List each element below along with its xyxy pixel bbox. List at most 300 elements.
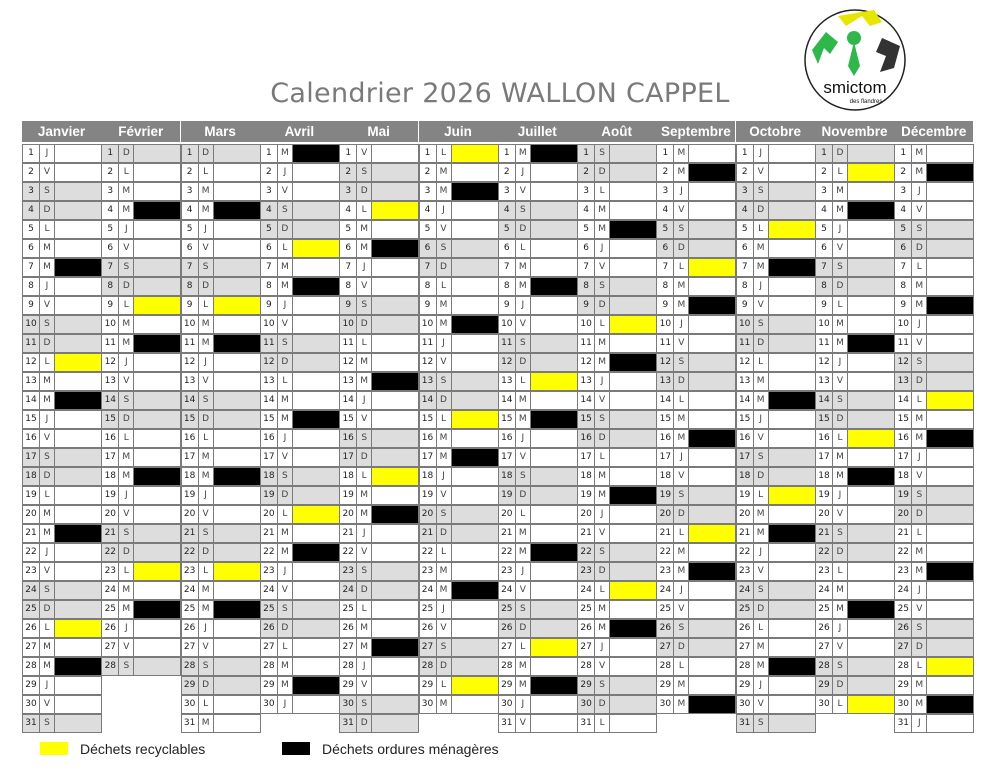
day-number: [181, 182, 199, 201]
day-row: [22, 258, 102, 277]
day-letter-text: M: [915, 433, 924, 443]
day-letter: [515, 429, 531, 448]
day-letter-text: M: [756, 509, 765, 519]
day-letter: [39, 372, 55, 391]
event-cell: [530, 334, 578, 353]
day-letter: [594, 296, 610, 315]
day-number-text: 28: [25, 661, 37, 671]
day-letter-text: J: [917, 585, 921, 595]
day-letter: [198, 505, 214, 524]
day-row: [815, 448, 895, 467]
event-cell: [609, 182, 657, 201]
event-cell: [688, 676, 736, 695]
day-row: [815, 182, 895, 201]
day-number-text: 30: [659, 699, 672, 709]
day-number-text: 17: [25, 452, 37, 462]
day-letter-text: M: [915, 148, 924, 158]
day-letter: [436, 505, 452, 524]
ordures-marker: [847, 600, 895, 619]
day-row: [181, 486, 261, 505]
day-letter-text: L: [916, 528, 922, 538]
day-letter-text: L: [440, 547, 446, 557]
day-letter-text: D: [43, 205, 51, 215]
day-row: [22, 429, 102, 448]
day-number-text: 30: [421, 699, 434, 709]
day-number: [577, 201, 595, 220]
day-number-text: 12: [183, 357, 196, 367]
day-letter: [911, 467, 927, 486]
event-cell: [530, 562, 578, 581]
day-row: [498, 220, 578, 239]
day-letter-text: D: [440, 262, 447, 272]
recyclables-marker: [530, 638, 578, 657]
day-number-text: 20: [738, 509, 751, 519]
day-letter: [673, 543, 689, 562]
day-number-text: 22: [104, 547, 117, 557]
day-number: [181, 448, 199, 467]
event-cell: [926, 543, 974, 562]
day-letter-text: J: [680, 186, 683, 196]
event-cell: [768, 562, 816, 581]
day-number: [339, 543, 357, 562]
day-number-text: 26: [501, 623, 513, 633]
day-row: [656, 524, 736, 543]
day-letter-text: J: [759, 414, 763, 424]
day-letter-text: V: [202, 243, 209, 253]
day-letter-text: M: [756, 642, 765, 652]
day-letter: [515, 410, 531, 429]
day-letter: [594, 581, 610, 600]
day-row: [656, 448, 736, 467]
day-number-text: 29: [501, 680, 513, 690]
event-cell: [530, 182, 578, 201]
day-letter: [356, 448, 372, 467]
day-number-text: 4: [503, 205, 510, 215]
day-letter: [753, 467, 769, 486]
day-letter: [673, 486, 689, 505]
day-number-text: 18: [263, 471, 275, 481]
day-number: [577, 505, 595, 524]
day-number: [498, 467, 516, 486]
day-letter: [198, 562, 214, 581]
day-letter-text: S: [440, 509, 447, 519]
day-number: [101, 410, 119, 429]
month-column: [260, 121, 340, 731]
event-cell: [451, 524, 499, 543]
event-cell: [847, 524, 895, 543]
day-letter: [911, 144, 927, 163]
day-number: [181, 467, 199, 486]
event-cell: [371, 410, 419, 429]
month-column: [736, 121, 816, 731]
day-letter: [911, 391, 927, 410]
event-cell: [451, 429, 499, 448]
day-number: [260, 334, 278, 353]
day-number: [101, 334, 119, 353]
day-letter-text: D: [122, 547, 130, 557]
day-number: [419, 239, 437, 258]
day-number: [260, 524, 278, 543]
event-cell: [213, 372, 261, 391]
day-number: [656, 638, 674, 657]
day-row: [260, 676, 340, 695]
ordures-marker: [213, 201, 261, 220]
day-letter: [753, 391, 769, 410]
day-number-text: 26: [897, 623, 910, 633]
day-number-text: 22: [421, 547, 434, 557]
day-number: [101, 448, 119, 467]
day-row: [339, 638, 419, 657]
month-column: [101, 121, 181, 731]
event-cell: [292, 486, 340, 505]
day-row: [419, 524, 499, 543]
event-cell: [768, 467, 816, 486]
event-cell: [530, 505, 578, 524]
day-row: [181, 201, 261, 220]
day-letter-text: D: [836, 680, 844, 690]
day-letter-text: M: [281, 528, 289, 538]
day-number: [736, 657, 754, 676]
day-letter: [594, 429, 610, 448]
day-number: [577, 714, 595, 733]
day-letter-text: M: [281, 148, 289, 158]
day-row: [181, 315, 261, 334]
day-letter-text: L: [678, 395, 684, 405]
day-number: [498, 448, 516, 467]
day-letter: [356, 391, 372, 410]
day-number: [101, 144, 119, 163]
day-letter: [673, 144, 689, 163]
day-number-text: 24: [818, 585, 830, 595]
day-letter-text: J: [838, 623, 842, 633]
day-letter: [356, 201, 372, 220]
day-number-text: 9: [900, 300, 907, 310]
day-number-text: 4: [186, 205, 193, 215]
day-row: [101, 353, 181, 372]
day-letter-text: M: [43, 509, 51, 519]
event-cell: [54, 239, 102, 258]
day-number-text: 14: [580, 395, 592, 405]
day-letter-text: D: [598, 566, 606, 576]
day-letter: [673, 600, 689, 619]
day-number-text: 12: [501, 357, 513, 367]
day-number-text: 6: [821, 243, 827, 253]
day-row: [498, 163, 578, 182]
day-number: [419, 296, 437, 315]
day-row: [419, 372, 499, 391]
day-letter-text: L: [203, 566, 209, 576]
day-letter-text: V: [519, 718, 526, 728]
day-number: [736, 695, 754, 714]
day-number: [22, 676, 40, 695]
day-row: [339, 695, 419, 714]
day-row: [498, 448, 578, 467]
day-number-text: 6: [345, 243, 352, 253]
day-letter-text: M: [836, 471, 844, 481]
day-number-text: 12: [263, 357, 275, 367]
event-cell: [54, 277, 102, 296]
recyclables-marker: [530, 372, 578, 391]
day-letter: [594, 467, 610, 486]
day-number: [419, 220, 437, 239]
event-cell: [530, 467, 578, 486]
day-row: [22, 220, 102, 239]
day-number-text: 13: [501, 376, 513, 386]
day-letter: [673, 657, 689, 676]
day-letter-text: D: [281, 623, 289, 633]
day-letter: [198, 334, 214, 353]
day-row: [339, 714, 419, 733]
event-cell: [451, 562, 499, 581]
day-row: [419, 505, 499, 524]
day-number: [498, 334, 516, 353]
day-letter: [436, 695, 452, 714]
day-letter: [515, 163, 531, 182]
day-letter: [198, 296, 214, 315]
day-letter: [832, 391, 848, 410]
day-number-text: 5: [28, 224, 34, 234]
day-letter: [673, 391, 689, 410]
day-number-text: 28: [897, 661, 910, 671]
event-cell: [54, 163, 102, 182]
day-number-text: 14: [104, 395, 117, 405]
recyclables-marker: [292, 505, 340, 524]
day-number: [419, 448, 437, 467]
event-cell: [133, 239, 181, 258]
event-cell: [451, 201, 499, 220]
day-row: [260, 581, 340, 600]
day-number-text: 18: [104, 471, 117, 481]
day-number: [260, 258, 278, 277]
day-number-text: 19: [818, 490, 830, 500]
day-row: [181, 220, 261, 239]
day-row: [894, 467, 974, 486]
day-letter-text: L: [837, 433, 843, 443]
event-cell: [213, 239, 261, 258]
day-letter: [118, 410, 134, 429]
day-row: [22, 543, 102, 562]
day-letter: [118, 201, 134, 220]
day-number-text: 19: [104, 490, 117, 500]
event-cell: [847, 543, 895, 562]
event-cell: [292, 657, 340, 676]
day-number: [181, 315, 199, 334]
day-letter-text: L: [599, 452, 605, 462]
event-cell: [530, 296, 578, 315]
day-letter-text: M: [201, 205, 210, 215]
day-number-text: 26: [183, 623, 196, 633]
day-letter-text: S: [837, 395, 843, 405]
day-number: [498, 429, 516, 448]
day-letter: [277, 220, 293, 239]
day-letter-text: D: [519, 490, 527, 500]
day-row: [736, 638, 816, 657]
day-row: [656, 163, 736, 182]
day-letter: [673, 619, 689, 638]
day-row: [736, 657, 816, 676]
day-number-text: 30: [263, 699, 275, 709]
day-row: [894, 429, 974, 448]
day-number-text: 9: [424, 300, 431, 310]
day-letter: [436, 220, 452, 239]
day-letter-text: J: [362, 661, 366, 671]
event-cell: [530, 619, 578, 638]
day-number-text: 30: [342, 699, 354, 709]
day-number-text: 14: [342, 395, 354, 405]
day-number-text: 14: [183, 395, 196, 405]
day-number-text: 19: [342, 490, 354, 500]
day-row: [894, 144, 974, 163]
day-letter: [198, 638, 214, 657]
recyclables-marker: [688, 524, 736, 543]
day-row: [339, 296, 419, 315]
day-letter: [39, 676, 55, 695]
event-cell: [292, 258, 340, 277]
day-letter-text: L: [837, 699, 843, 709]
day-number-text: 14: [818, 395, 830, 405]
day-letter: [198, 486, 214, 505]
day-number-text: 8: [503, 281, 510, 291]
day-letter-text: M: [281, 661, 289, 671]
day-row: [260, 429, 340, 448]
day-number-text: 25: [25, 604, 37, 614]
month-column: [181, 121, 261, 731]
day-number-text: 20: [501, 509, 513, 519]
day-number-text: 15: [501, 414, 513, 424]
event-cell: [371, 562, 419, 581]
event-cell: [609, 144, 657, 163]
event-cell: [54, 600, 102, 619]
event-cell: [292, 619, 340, 638]
day-number-text: 16: [501, 433, 513, 443]
day-number: [656, 448, 674, 467]
day-number-text: 3: [266, 186, 272, 196]
day-number: [736, 714, 754, 733]
day-row: [419, 581, 499, 600]
day-number: [419, 619, 437, 638]
day-row: [656, 334, 736, 353]
day-number-text: 8: [107, 281, 114, 291]
day-letter: [594, 714, 610, 733]
day-number-text: 7: [266, 262, 272, 272]
day-number: [815, 505, 833, 524]
day-number-text: 22: [342, 547, 354, 557]
day-number: [894, 619, 912, 638]
day-number: [894, 448, 912, 467]
day-number-text: 9: [345, 300, 352, 310]
day-letter-text: L: [44, 623, 50, 633]
event-cell: [530, 657, 578, 676]
day-letter: [753, 543, 769, 562]
day-letter: [198, 695, 214, 714]
month-header: Janvier: [22, 121, 101, 142]
day-number-text: 11: [818, 338, 830, 348]
day-row: [498, 372, 578, 391]
event-cell: [54, 220, 102, 239]
day-number: [736, 638, 754, 657]
day-letter-text: L: [520, 243, 526, 253]
day-letter: [594, 638, 610, 657]
event-cell: [213, 315, 261, 334]
day-letter-text: J: [45, 148, 49, 158]
day-letter-text: J: [283, 699, 287, 709]
day-number: [815, 562, 833, 581]
day-row: [736, 467, 816, 486]
day-number: [736, 429, 754, 448]
day-number: [815, 410, 833, 429]
day-number-text: 11: [501, 338, 513, 348]
day-number-text: 29: [897, 680, 910, 690]
event-cell: [847, 220, 895, 239]
day-number: [577, 695, 595, 714]
day-number-text: 14: [263, 395, 275, 405]
day-row: [101, 467, 181, 486]
day-number: [656, 163, 674, 182]
day-row: [736, 182, 816, 201]
day-letter: [39, 467, 55, 486]
day-number-text: 1: [345, 148, 352, 158]
event-cell: [926, 334, 974, 353]
event-cell: [926, 315, 974, 334]
day-number: [894, 163, 912, 182]
day-number: [736, 524, 754, 543]
day-number: [339, 201, 357, 220]
day-number-text: 23: [183, 566, 196, 576]
day-row: [101, 638, 181, 657]
event-cell: [768, 372, 816, 391]
day-letter: [436, 239, 452, 258]
day-number: [815, 448, 833, 467]
recyclables-marker: [54, 353, 102, 372]
day-number-text: 23: [501, 566, 513, 576]
day-number: [894, 334, 912, 353]
day-letter: [753, 353, 769, 372]
ordures-marker: [371, 239, 419, 258]
day-row: [577, 163, 657, 182]
day-row: [656, 182, 736, 201]
event-cell: [530, 429, 578, 448]
day-letter-text: M: [201, 338, 210, 348]
day-number: [577, 467, 595, 486]
day-letter-text: M: [439, 300, 448, 310]
day-number-text: 27: [104, 642, 117, 652]
day-number-text: 5: [107, 224, 114, 234]
day-number: [101, 524, 119, 543]
event-cell: [530, 163, 578, 182]
day-number: [339, 714, 357, 733]
day-number: [577, 486, 595, 505]
day-number-text: 17: [659, 452, 672, 462]
day-number: [22, 334, 40, 353]
day-number-text: 16: [738, 433, 751, 443]
day-row: [894, 562, 974, 581]
day-letter-text: V: [916, 205, 923, 215]
day-letter: [118, 163, 134, 182]
day-number: [656, 315, 674, 334]
day-number: [181, 505, 199, 524]
day-letter-text: V: [43, 566, 51, 576]
day-number: [736, 163, 754, 182]
month-column: [894, 121, 974, 731]
day-letter: [436, 638, 452, 657]
day-letter-text: D: [757, 205, 765, 215]
day-number: [22, 144, 40, 163]
day-letter: [356, 581, 372, 600]
day-letter-text: S: [519, 604, 526, 614]
event-cell: [451, 277, 499, 296]
calendar-grid: [22, 121, 972, 731]
event-cell: [133, 581, 181, 600]
